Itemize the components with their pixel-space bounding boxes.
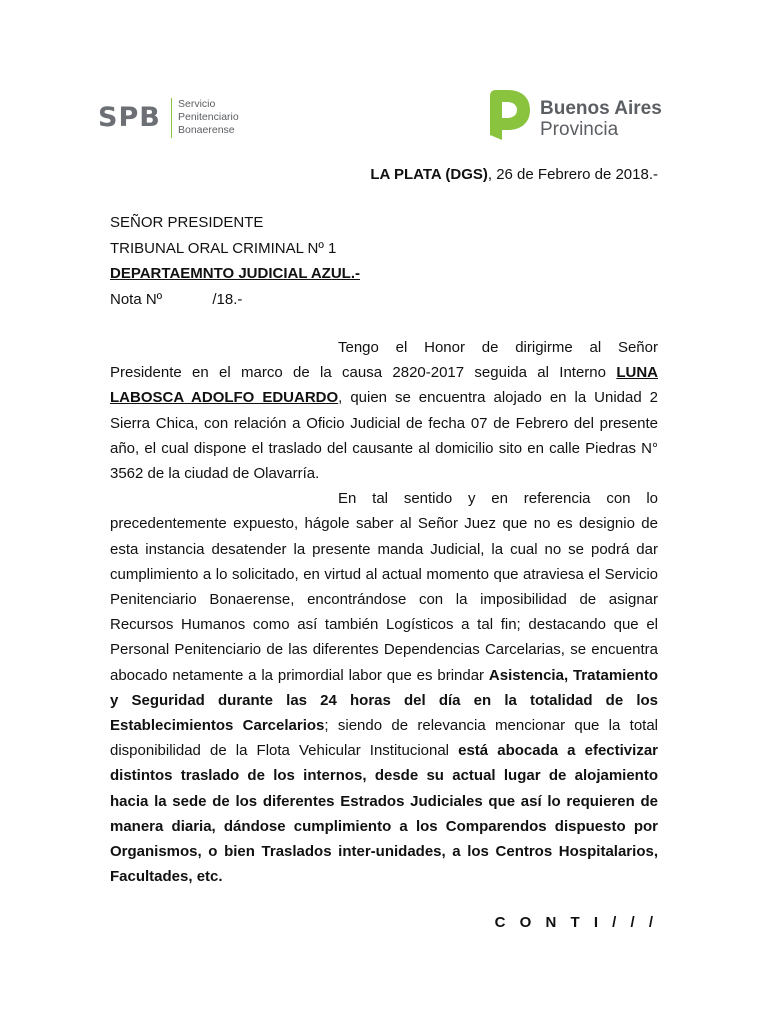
recipient-line: SEÑOR PRESIDENTE: [110, 214, 264, 231]
date-place: LA PLATA (DGS): [370, 166, 488, 183]
recipient-block: [110, 210, 510, 312]
spb-logo-line: Bonaerense: [178, 124, 235, 136]
paragraph-text: ; siendo de relevancia mencionar que la total disponibilidad de la Flota Vehicular Institucional: [110, 717, 659, 760]
paragraph: [110, 335, 658, 486]
recipient-line: TRIBUNAL ORAL CRIMINAL Nº 1: [110, 239, 337, 257]
date-text: , 26 de Febrero de 2018.-: [487, 166, 658, 183]
spb-logo-line: Servicio: [178, 98, 216, 110]
bold-text: está abocada a efectivizar distintos traslado de los internos, desde su actual lugar de alojamiento hacia la sede de los diferentes Estrados Judiciales que así lo requieren de manera diaria, dándose cumplimiento a los Comparendos dispuesto por Organismos, o bien Traslados inter-unidades, a los Centros Hospitalarios, Facultades, etc.: [110, 742, 658, 886]
ba-logo-line1: Buenos Aires: [540, 98, 662, 119]
spb-logo-subtitle: [178, 98, 239, 137]
letter-body: [110, 335, 658, 889]
paragraph-text: Tengo el Honor de dirigirme al Señor Presidente en el marco de la causa 2820-2017 seguida al Interno: [110, 339, 658, 382]
inmate-name: LUNA LABOSCA ADOLFO EDUARDO: [110, 364, 658, 407]
recipient-department: DEPARTAEMNTO JUDICIAL AZUL.-: [110, 265, 360, 282]
letterhead: [0, 0, 768, 150]
nota-line: [110, 287, 510, 313]
spb-logo-divider: [171, 98, 172, 138]
nota-value: /18.-: [212, 290, 243, 308]
paragraph-text: En tal sentido y en referencia con lo precedentemente expuesto, hágole saber al Señor Juez que no es designio de esta instancia desatender la presente manda Judicial, la cual no se podrá dar cumplimiento a lo solicitado, en virtud al actual momento que atraviesa el Servicio Penitenciario Bonaerense, encontrándose con la imposibilidad de asignar Recursos Humanos como así también Logísticos a tal fin; destacando que el Personal Penitenciario de las diferentes Dependencias Carcelarias, se encuentra abocado netamente a la primordial labor que es brindar: [110, 490, 658, 684]
spb-logo-acronym: SPB: [98, 102, 161, 133]
continuation-mark: C O N T I / / /: [494, 914, 658, 931]
buenos-aires-provincia-logo: [486, 90, 662, 140]
bold-text: Asistencia, Tratamiento y Seguridad durante las 24 horas del día en la totalidad de los Establecimientos Carcelarios: [110, 666, 658, 735]
spb-logo-line: Penitenciario: [178, 111, 239, 123]
date-line: [370, 166, 658, 184]
ba-logo-text: [540, 98, 662, 140]
paragraph-text: , quien se encuentra alojado en la Unidad 2 Sierra Chica, con relación a Oficio Judicial de fecha 07 de Febrero del presente año, el cual dispone el traslado del causante al domicilio sito en calle Piedras N° 3562 de la ciudad de Olavarría.: [110, 389, 659, 483]
paragraph: [110, 486, 658, 889]
provincia-p-icon: [486, 90, 532, 140]
ba-logo-line2: Provincia: [540, 119, 619, 140]
nota-label: Nota Nº: [110, 290, 163, 308]
